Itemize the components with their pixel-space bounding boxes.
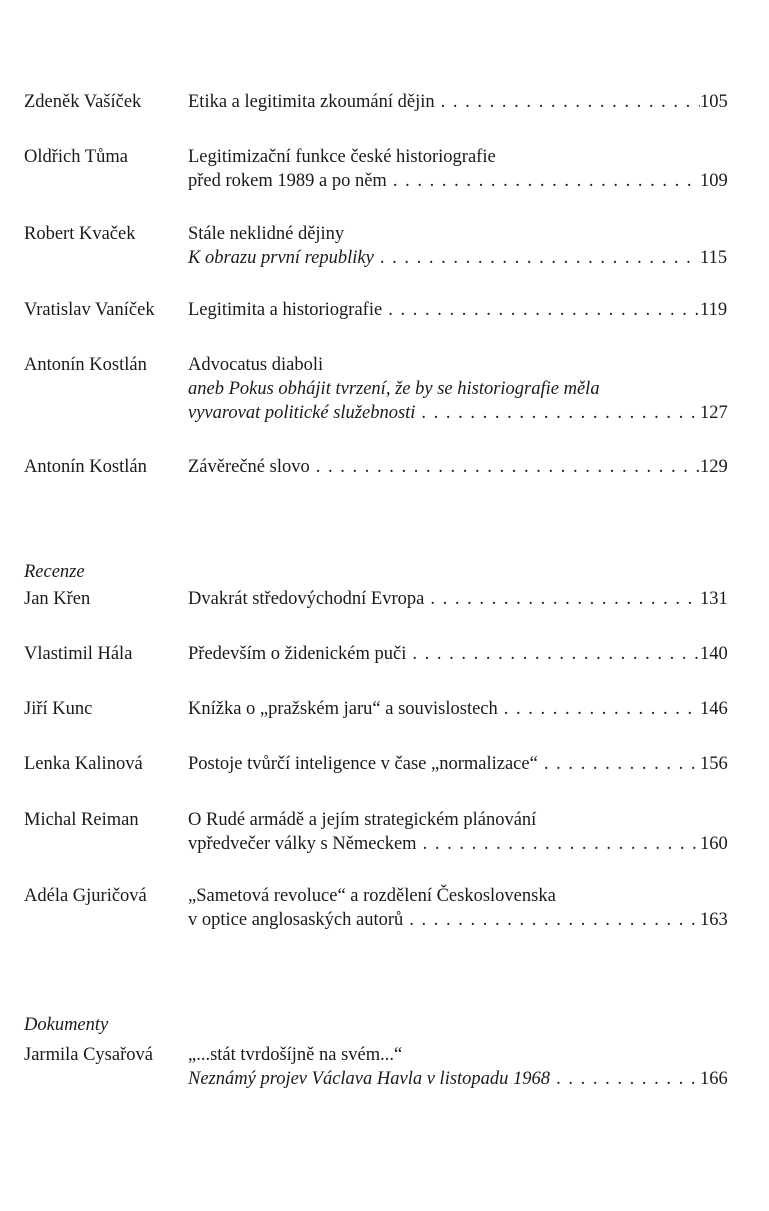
toc-author: Jarmila Cysařová — [24, 1045, 153, 1065]
toc-author: Zdeněk Vašíček — [24, 92, 142, 112]
toc-title-block — [188, 353, 734, 425]
toc-title-line — [188, 401, 734, 425]
toc-page-number: 119 — [700, 300, 728, 320]
toc-title-line — [188, 298, 734, 322]
dot-leader — [406, 642, 700, 666]
toc-title-text: aneb Pokus obhájit tvrzení, že by se historiografie měla — [188, 379, 600, 399]
toc-title-block — [188, 808, 734, 856]
toc-title-block — [188, 90, 734, 114]
toc-title-text: Legitimizační funkce české historiografie — [188, 147, 496, 167]
toc-title-line — [188, 1067, 734, 1091]
dot-leader — [424, 587, 700, 611]
toc-author: Jan Křen — [24, 589, 91, 609]
toc-title-block — [188, 697, 734, 721]
toc-title-text: Dvakrát středovýchodní Evropa — [188, 589, 425, 609]
toc-page-number: 131 — [700, 589, 728, 609]
toc-title-text: Etika a legitimita zkoumání dějin — [188, 92, 435, 112]
toc-title-block — [188, 752, 734, 776]
toc-author: Michal Reiman — [24, 810, 139, 830]
toc-title-block — [188, 587, 734, 611]
toc-page-number: 105 — [700, 92, 728, 112]
toc-title-block — [188, 884, 734, 932]
toc-title-line — [188, 808, 734, 832]
toc-title-block — [188, 642, 734, 666]
dot-leader — [387, 169, 700, 193]
toc-title-text: O Rudé armádě a jejím strategickém plánování — [188, 810, 537, 830]
toc-title-line — [188, 1043, 734, 1067]
toc-page-number: 115 — [700, 248, 728, 268]
toc-title-text: před rokem 1989 a po něm — [188, 171, 387, 191]
toc-page-number: 129 — [700, 457, 728, 477]
toc-title-text: vpředvečer války s Německem — [188, 834, 417, 854]
toc-author: Lenka Kalinová — [24, 754, 143, 774]
toc-title-text: Knížka o „pražském jaru“ a souvislostech — [188, 699, 498, 719]
toc-page-number: 166 — [700, 1069, 728, 1089]
toc-title-line — [188, 642, 734, 666]
toc-title-line — [188, 587, 734, 611]
toc-title-text: v optice anglosaských autorů — [188, 910, 404, 930]
toc-title-text: Především o židenickém puči — [188, 644, 407, 664]
toc-title-text: Stále neklidné dějiny — [188, 224, 345, 244]
toc-title-line — [188, 697, 734, 721]
toc-author: Antonín Kostlán — [24, 457, 147, 477]
toc-title-text: Neznámý projev Václava Havla v listopadu 1968 — [188, 1069, 551, 1089]
toc-page-number: 140 — [700, 644, 728, 664]
toc-title-line — [188, 455, 734, 479]
toc-title-text: Postoje tvůrčí inteligence v čase „normalizace“ — [188, 754, 538, 774]
toc-title-line — [188, 90, 734, 114]
toc-title-block — [188, 298, 734, 322]
toc-title-line — [188, 169, 734, 193]
toc-author: Robert Kvaček — [24, 224, 136, 244]
toc-title-block — [188, 222, 734, 270]
toc-title-block — [188, 1043, 734, 1091]
toc-title-line — [188, 752, 734, 776]
toc-page-number: 109 — [700, 171, 728, 191]
toc-title-text: Závěrečné slovo — [188, 457, 310, 477]
toc-title-line — [188, 246, 734, 270]
toc-title-line — [188, 353, 734, 377]
toc-author: Antonín Kostlán — [24, 355, 147, 375]
toc-page-number: 160 — [700, 834, 728, 854]
toc-page-number: 127 — [700, 403, 728, 423]
toc-author: Adéla Gjuričová — [24, 886, 147, 906]
toc-author: Jiří Kunc — [24, 699, 93, 719]
toc-title-line — [188, 908, 734, 932]
dot-leader — [538, 752, 700, 776]
toc-page-number: 156 — [700, 754, 728, 774]
dot-leader — [550, 1067, 700, 1091]
toc-title-line — [188, 222, 734, 246]
dot-leader — [382, 298, 700, 322]
toc-author: Oldřich Tůma — [24, 147, 128, 167]
toc-title-text: „Sametová revoluce“ a rozdělení Československa — [188, 886, 556, 906]
dot-leader — [374, 246, 700, 270]
dot-leader — [310, 455, 700, 479]
toc-author: Vratislav Vaníček — [24, 300, 155, 320]
toc-title-text: Advocatus diaboli — [188, 355, 324, 375]
section-label-recenze: Recenze — [24, 562, 85, 582]
toc-page-number: 146 — [700, 699, 728, 719]
section-label-dokumenty: Dokumenty — [24, 1015, 109, 1035]
toc-title-text: vyvarovat politické služebnosti — [188, 403, 416, 423]
toc-title-block — [188, 455, 734, 479]
dot-leader — [403, 908, 700, 932]
toc-title-line — [188, 832, 734, 856]
toc-title-text: K obrazu první republiky — [188, 248, 374, 268]
toc-page-number: 163 — [700, 910, 728, 930]
dot-leader — [415, 401, 700, 425]
dot-leader — [498, 697, 700, 721]
toc-title-text: Legitimita a historiografie — [188, 300, 383, 320]
toc-title-line — [188, 377, 734, 401]
toc-title-line — [188, 884, 734, 908]
dot-leader — [435, 90, 700, 114]
toc-author: Vlastimil Hála — [24, 644, 133, 664]
toc-title-line — [188, 145, 734, 169]
toc-title-text: „...stát tvrdošíjně na svém...“ — [188, 1045, 403, 1065]
toc-title-block — [188, 145, 734, 193]
dot-leader — [417, 832, 700, 856]
